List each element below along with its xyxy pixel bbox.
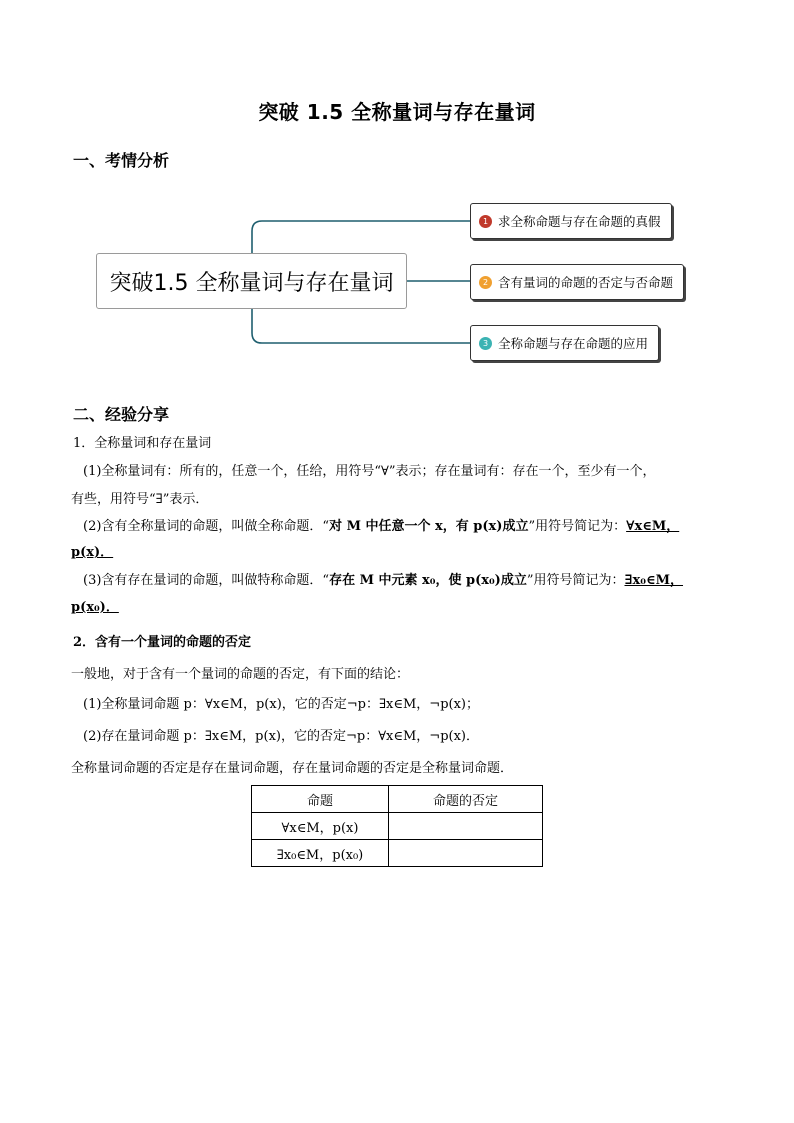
paragraph-q2: (2)存在量词命题 p：∃x∈M，p(x)，它的否定¬p：∀x∈M，¬p(x)．	[83, 729, 479, 744]
section-heading-experience: 二、经验分享	[73, 405, 170, 424]
section-heading-analysis: 一、考情分析	[73, 151, 170, 170]
number-badge-icon: 2	[479, 276, 492, 289]
underlined-answer: ∃x₀∈M，	[624, 573, 684, 588]
underlined-answer: p(x)．	[71, 545, 114, 560]
paragraph-q0: 一般地，对于含有一个量词的命题的否定，有下面的结论：	[71, 667, 410, 682]
paragraph-q1: (1)全称量词命题 p：∀x∈M，p(x)，它的否定¬p：∃x∈M，¬p(x)；	[83, 697, 479, 712]
paragraph-2a	[83, 517, 679, 537]
table-header: 命题的否定	[389, 786, 543, 813]
mindmap-connectors	[0, 0, 794, 400]
mindmap-node-1	[470, 203, 672, 239]
paragraph-2b	[71, 543, 113, 563]
table-cell: ∀x∈M，p(x)	[252, 813, 389, 840]
paragraph-3a	[83, 571, 683, 591]
paragraph-1b: 有些，用符号“∃”表示．	[71, 492, 209, 507]
connector-3	[252, 309, 470, 343]
page-title: 突破 1.5 全称量词与存在量词	[258, 100, 536, 124]
paragraph-3b	[71, 598, 119, 618]
mindmap-node-3	[470, 325, 659, 361]
table-row	[252, 813, 543, 840]
text: ”用符号简记为：	[528, 519, 627, 534]
mindmap-node-label: 求全称命题与存在命题的真假	[498, 214, 661, 229]
mindmap-node-label: 全称命题与存在命题的应用	[498, 336, 649, 351]
number-badge-icon: 1	[479, 215, 492, 228]
paragraph-1a: (1)全称量词有：所有的，任意一个，任给，用符号“∀”表示；存在量词有：存在一个，至少有一个，	[83, 464, 656, 479]
underlined-answer: ∀x∈M，	[626, 519, 680, 534]
number-badge-icon: 3	[479, 337, 492, 350]
item2-heading: 2．含有一个量词的命题的否定	[73, 635, 252, 650]
emphasis-text: 对 M 中任意一个 x，有 p(x)成立	[329, 519, 529, 534]
mindmap-node-label: 含有量词的命题的否定与否命题	[498, 275, 674, 290]
table-cell: ∃x₀∈M，p(x₀)	[252, 840, 389, 867]
mindmap-node-2	[470, 264, 684, 300]
paragraph-q3: 全称量词命题的否定是存在量词命题，存在量词命题的否定是全称量词命题．	[71, 761, 514, 776]
table-row	[252, 840, 543, 867]
text: (3)含有存在量词的命题，叫做特称命题．“	[83, 573, 330, 588]
item1-heading: 1．全称量词和存在量词	[73, 436, 212, 451]
table-header-row	[252, 786, 543, 813]
text: ”用符号简记为：	[526, 573, 625, 588]
mindmap-center: 突破1.5 全称量词与存在量词	[96, 253, 407, 309]
table-cell	[389, 840, 543, 867]
underlined-answer: p(x₀)．	[71, 600, 119, 615]
negation-table	[251, 785, 543, 867]
table-header: 命题	[252, 786, 389, 813]
text: (2)含有全称量词的命题，叫做全称命题．“	[83, 519, 330, 534]
table-cell	[389, 813, 543, 840]
emphasis-text: 存在 M 中元素 x₀，使 p(x₀)成立	[329, 573, 527, 588]
connector-1	[252, 221, 470, 253]
